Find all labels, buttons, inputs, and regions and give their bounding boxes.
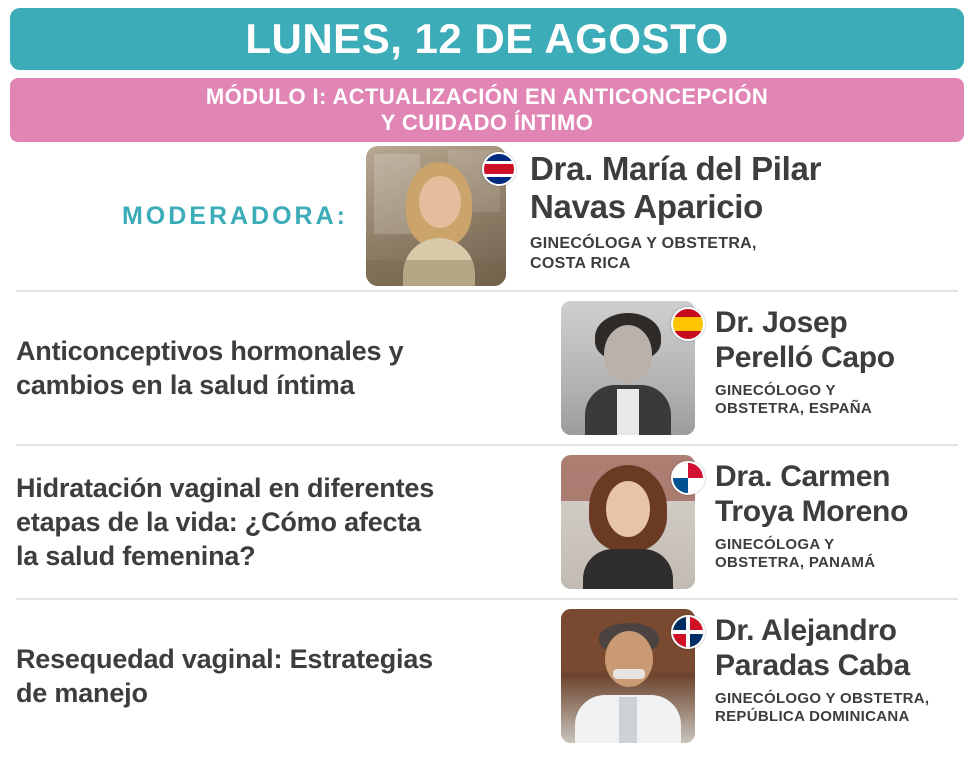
moderator-photo-wrap <box>366 146 506 286</box>
speaker-name-line-1: Dr. Josep <box>715 306 848 339</box>
dominican-republic-flag-icon <box>671 615 705 649</box>
day-title: LUNES, 12 DE AGOSTO <box>245 15 729 62</box>
speaker-text <box>695 609 929 726</box>
talk-row <box>10 600 964 752</box>
speaker-role-line-1: GINECÓLOGO Y <box>715 382 836 399</box>
talk-row <box>10 446 964 598</box>
module-title-line-1: MÓDULO I: ACTUALIZACIÓN EN ANTICONCEPCIÓN <box>205 84 769 109</box>
talk-title <box>16 334 561 402</box>
moderator-name-line-1: Dra. María del Pilar <box>530 150 822 187</box>
speaker-person <box>561 609 958 743</box>
speaker-photo-wrap <box>561 455 695 589</box>
moderator-name-line-2: Navas Aparicio <box>530 188 764 225</box>
agenda-page <box>0 8 974 772</box>
talk-title-line-1: Resequedad vaginal: Estrategias <box>16 644 433 674</box>
talk-title-line-2: cambios en la salud íntima <box>16 370 355 400</box>
speaker-name-line-2: Paradas Caba <box>715 649 910 682</box>
spain-flag-icon <box>671 307 705 341</box>
speaker-person <box>561 301 958 435</box>
talk-title-line-2: de manejo <box>16 678 148 708</box>
moderator-row <box>10 142 964 290</box>
moderator-person <box>366 146 821 286</box>
panama-flag-icon <box>671 461 705 495</box>
talk-title-line-3: la salud femenina? <box>16 541 256 571</box>
speaker-role-line-2: OBSTETRA, PANAMÁ <box>715 554 876 571</box>
speaker-name-line-2: Troya Moreno <box>715 495 909 528</box>
costa-rica-flag-icon <box>482 152 516 186</box>
speaker-name-line-1: Dr. Alejandro <box>715 614 897 647</box>
speaker-text <box>695 301 895 418</box>
talk-title <box>16 642 561 710</box>
talk-title-line-2: etapas de la vida: ¿Cómo afecta <box>16 507 421 537</box>
speaker-role-line-2: OBSTETRA, ESPAÑA <box>715 400 873 417</box>
speaker-photo-wrap <box>561 609 695 743</box>
speaker-name-line-1: Dra. Carmen <box>715 460 891 493</box>
day-banner <box>10 8 964 70</box>
moderator-text <box>506 146 821 274</box>
talk-row <box>10 292 964 444</box>
moderator-label: MODERADORA: <box>121 201 348 230</box>
talk-title <box>16 471 561 573</box>
module-banner <box>10 78 964 142</box>
moderator-role-line-1: GINECÓLOGA Y OBSTETRA, <box>530 235 757 252</box>
speaker-role-line-2: REPÚBLICA DOMINICANA <box>715 708 910 725</box>
speaker-photo-wrap <box>561 301 695 435</box>
talk-title-line-1: Anticonceptivos hormonales y <box>16 336 404 366</box>
moderator-role-line-2: COSTA RICA <box>530 255 631 272</box>
speaker-text <box>695 455 908 572</box>
speaker-person <box>561 455 958 589</box>
speaker-name-line-2: Perelló Capo <box>715 341 895 374</box>
module-title-line-2: Y CUIDADO ÍNTIMO <box>380 110 594 135</box>
talk-title-line-1: Hidratación vaginal en diferentes <box>16 473 435 503</box>
speaker-role-line-1: GINECÓLOGA Y <box>715 536 835 553</box>
speaker-role-line-1: GINECÓLOGO Y OBSTETRA, <box>715 690 930 707</box>
